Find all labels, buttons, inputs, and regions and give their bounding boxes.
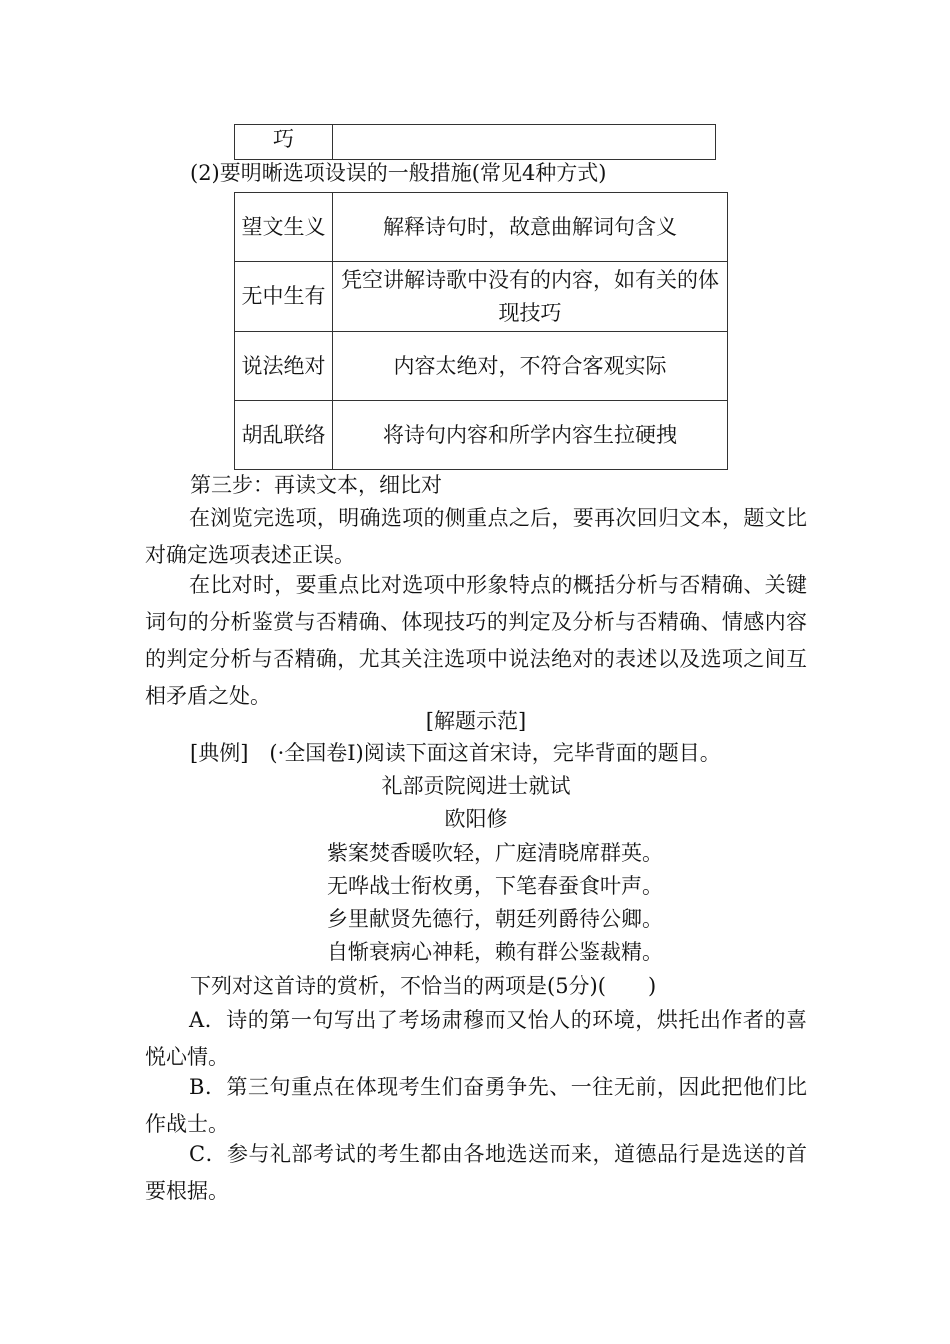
poem-line: 乡里献贤先德行，朝廷列爵待公卿。 [327, 907, 663, 931]
table-row [235, 125, 716, 160]
table-cell-value: 解释诗句时，故意曲解词句含义 [333, 193, 728, 262]
table-fragment [234, 124, 716, 160]
option-c: C．参与礼部考试的考生都由各地选送而来，道德品行是选送的首要根据。 [145, 1142, 807, 1203]
poem-author: 欧阳修 [444, 807, 508, 831]
paragraph: 在比对时，要重点比对选项中形象特点的概括分析与否精确、关键词句的分析鉴赏与否精确、体现技巧的判定及分析与否精确、情感内容的判定分析与否精确，尤其关注选项中说法绝对的表述以及选项之间互相矛盾之处。 [145, 573, 807, 708]
table-cell-key: 望文生义 [235, 193, 333, 262]
example-heading: [解题示范] [425, 709, 527, 733]
example-intro: [典例] (·全国卷Ⅰ)阅读下面这首宋诗，完毕背面的题目。 [190, 741, 721, 765]
error-types-table [234, 192, 728, 470]
paragraph: 在浏览完选项，明确选项的侧重点之后，要再次回归文本，题文比对确定选项表述正误。 [145, 506, 807, 567]
question-text: 下列对这首诗的赏析，不恰当的两项是(5分)( ) [190, 974, 657, 998]
table-cell-value: 将诗句内容和所学内容生拉硬拽 [333, 401, 728, 470]
table-row [235, 332, 728, 401]
poem-line: 紫案焚香暖吹轻，广庭清晓席群英。 [327, 841, 663, 865]
table-cell-key: 无中生有 [235, 262, 333, 332]
table-cell-key: 说法绝对 [235, 332, 333, 401]
step3-heading: 第三步：再读文本，细比对 [190, 473, 442, 497]
table-cell-key: 巧 [235, 125, 333, 160]
poem-line: 自惭衰病心神耗，赖有群公鉴裁精。 [327, 940, 663, 964]
table-cell-value [333, 125, 716, 160]
option-a: A．诗的第一句写出了考场肃穆而又怡人的环境，烘托出作者的喜悦心情。 [145, 1008, 807, 1069]
table-cell-value: 内容太绝对，不符合客观实际 [333, 332, 728, 401]
table-row [235, 401, 728, 470]
table-cell-value: 凭空讲解诗歌中没有的内容，如有关的体现技巧 [333, 262, 728, 332]
table-row [235, 193, 728, 262]
poem-title: 礼部贡院阅进士就试 [381, 774, 571, 798]
poem-line: 无哗战士衔枚勇，下笔春蚕食叶声。 [327, 874, 663, 898]
section-heading: (2)要明晰选项设误的一般措施(常见4种方式) [190, 161, 607, 185]
table-row [235, 262, 728, 332]
option-b: B．第三句重点在体现考生们奋勇争先、一往无前，因此把他们比作战士。 [145, 1075, 807, 1136]
table-cell-key: 胡乱联络 [235, 401, 333, 470]
